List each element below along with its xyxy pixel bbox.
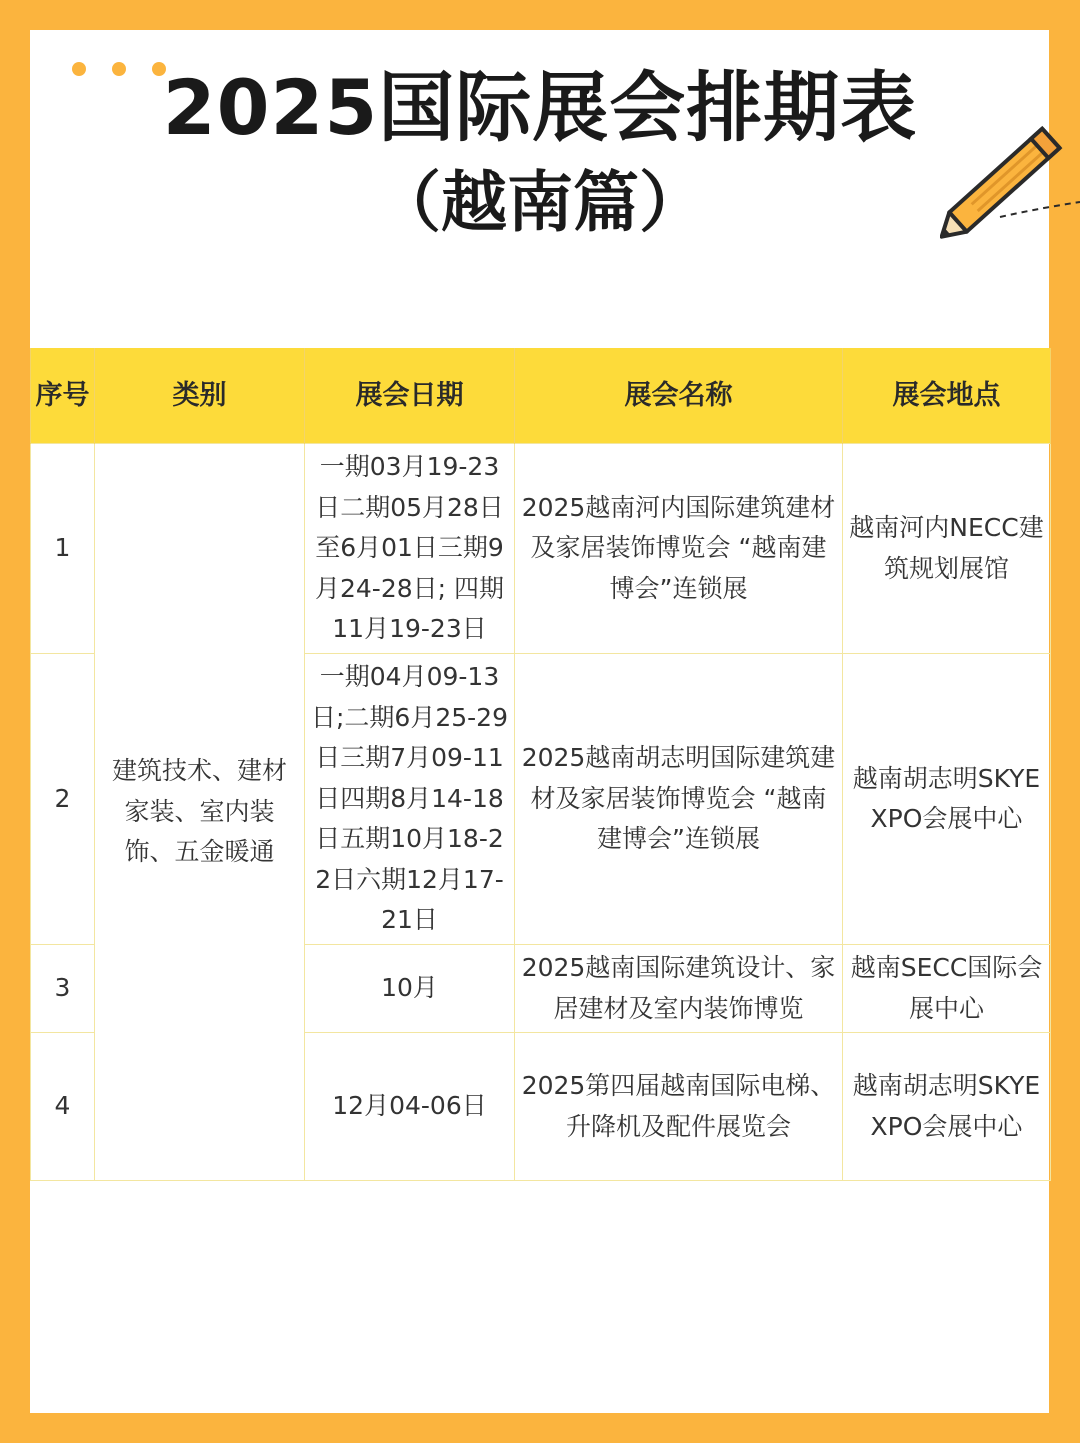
row-name: 2025越南胡志明国际建筑建材及家居装饰博览会 “越南建博会”连锁展 [515, 654, 843, 945]
row-name: 2025越南国际建筑设计、家居建材及室内装饰博览 [515, 945, 843, 1033]
row-date: 10月 [305, 945, 515, 1033]
row-name: 2025越南河内国际建筑建材及家居装饰博览会 “越南建博会”连锁展 [515, 444, 843, 654]
row-name: 2025第四届越南国际电梯、升降机及配件展览会 [515, 1033, 843, 1181]
header-venue: 展会地点 [843, 348, 1051, 444]
row-venue: 越南河内NECC建筑规划展馆 [843, 444, 1051, 654]
header-name: 展会名称 [515, 348, 843, 444]
row-seq: 4 [31, 1033, 95, 1181]
row-seq: 1 [31, 444, 95, 654]
header-category: 类别 [95, 348, 305, 444]
row-seq: 3 [31, 945, 95, 1033]
page-title: 2025国际展会排期表 [162, 63, 918, 152]
row-venue: 越南胡志明SKYEXPO会展中心 [843, 1033, 1051, 1181]
row-date: 12月04-06日 [305, 1033, 515, 1181]
table-header-row [31, 348, 1051, 444]
header-seq: 序号 [31, 348, 95, 444]
header-date: 展会日期 [305, 348, 515, 444]
row-venue: 越南胡志明SKYEXPO会展中心 [843, 654, 1051, 945]
table-row [31, 444, 1051, 654]
row-date: 一期03月19-23日二期05月28日至6月01日三期9月24-28日; 四期11月19-23日 [305, 444, 515, 654]
page-subtitle: （越南篇） [375, 164, 705, 241]
row-category: 建筑技术、建材家装、室内装饰、五金暖通 [95, 444, 305, 1181]
row-date: 一期04月09-13日;二期6月25-29日三期7月09-11日四期8月14-18日五期10月18-22日六期12月17-21日 [305, 654, 515, 945]
row-venue: 越南SECC国际会展中心 [843, 945, 1051, 1033]
exhibition-schedule-table [30, 348, 1051, 1181]
pencil-icon [940, 80, 1080, 240]
row-seq: 2 [31, 654, 95, 945]
